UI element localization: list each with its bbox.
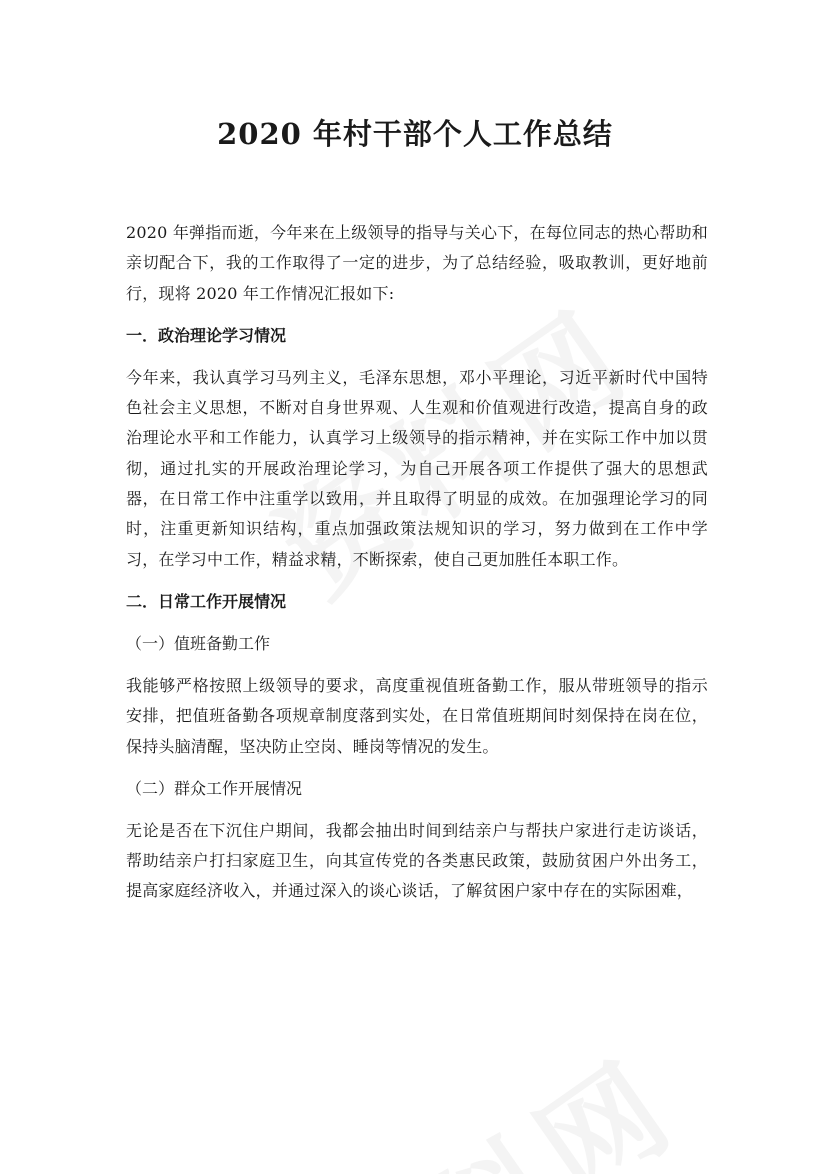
watermark-bottom xyxy=(286,1014,704,1174)
document-title: 2020 年村干部个人工作总结 xyxy=(217,117,613,151)
paragraph-mass-work: 无论是否在下沉住户期间，我都会抽出时间到结亲户与帮扶户家进行走访谈话，帮助结亲户打扫家庭卫生，向其宣传党的各类惠民政策，鼓励贫困户外出务工，提高家庭经济收入，并通过深入的谈心谈话，了解贫困户家中存在的实际困难， xyxy=(126,820,708,901)
paragraph-duty-standby: 我能够严格按照上级领导的要求，高度重视值班备勤工作，服从带班领导的指示安排，把值班备勤各项规章制度落到实处，在日常值班期间时刻保持在岗在位，保持头脑清醒，坚决防止空岗、睡岗等情况的发生。 xyxy=(126,675,708,756)
intro-paragraph: 2020 年弹指而逝，今年来在上级领导的指导与关心下，在每位同志的热心帮助和亲切配合下，我的工作取得了一定的进步，为了总结经验，吸取教训，更好地前行，现将 2020 年工作情况汇报如下: xyxy=(126,223,708,303)
document-body xyxy=(126,218,708,907)
section-heading-political-study: 一．政治理论学习情况 xyxy=(126,325,287,345)
section-heading-daily-work: 二．日常工作开展情况 xyxy=(126,591,287,611)
subheading-duty-standby: （一）值班备勤工作 xyxy=(126,633,271,653)
subheading-mass-work: （二）群众工作开展情况 xyxy=(126,778,303,798)
section-paragraph-political-study: 今年来，我认真学习马列主义，毛泽东思想，邓小平理论，习近平新时代中国特色社会主义思想，不断对自身世界观、人生观和价值观进行改造，提高自身的政治理论水平和工作能力，认真学习上级领导的指示精神，并在实际工作中加以贯彻，通过扎实的开展政治理论学习，为自己开展各项工作提供了强大的思想武器，在日常工作中注重学以致用，并且取得了明显的成效。在加强理论学习的同时，注重更新知识结构，重点加强政策法规知识的学习，努力做到在工作中学习，在学习中工作，精益求精，不断探索，使自己更加胜任本职工作。 xyxy=(126,367,708,569)
